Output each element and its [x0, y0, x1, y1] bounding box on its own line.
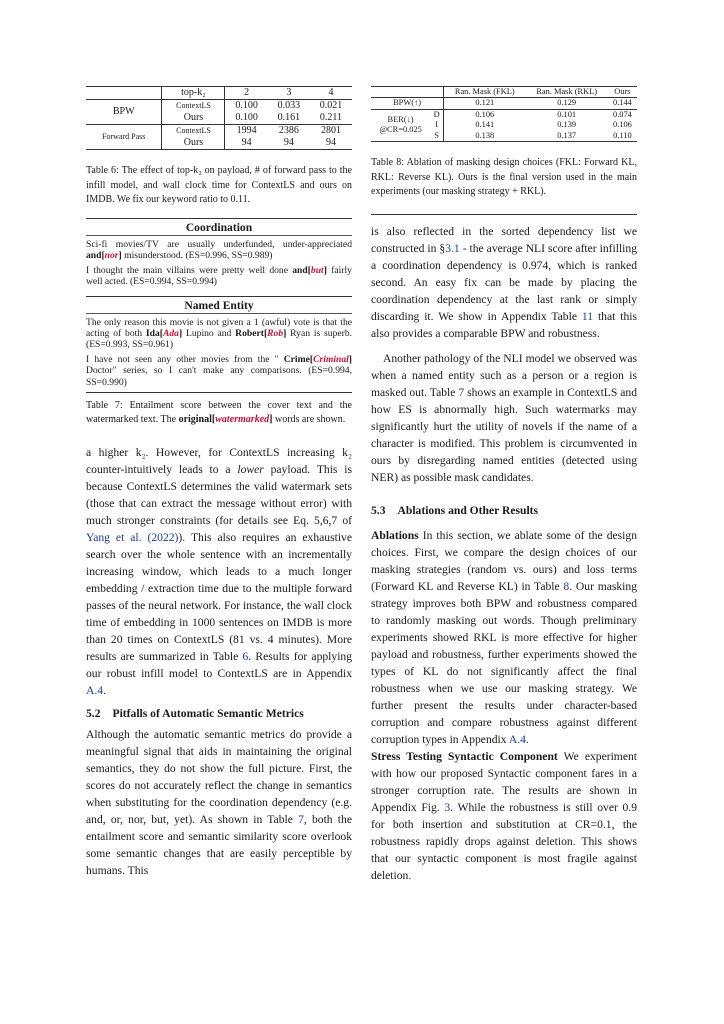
table-cell: 0.121	[444, 98, 526, 109]
example-text: fairly well acted. (ES=0.994, SS=0.994)	[86, 265, 352, 288]
text: Another pathology of the NLI model we observed was when a named entity such as a person or a region is masked out. Table	[371, 351, 637, 399]
text: , both the entailment score and semantic similarity score overlook some semantic changes that are easily perceptible by humans. This	[86, 813, 352, 877]
table-cell: 1994	[225, 125, 268, 138]
paragraph	[86, 726, 352, 879]
watermarked-word: nor	[104, 249, 119, 261]
table-6-method: Ours	[162, 112, 225, 125]
section-heading-5-2	[86, 705, 352, 722]
emphasis: lower	[237, 463, 264, 476]
table-cell: 0.161	[277, 112, 301, 123]
table-cell: 2386	[278, 125, 299, 136]
example-text: I thought the main villains were pretty well done	[86, 265, 293, 277]
table-7-example: Sci-fi movies/TV are usually underfunded, under-appreciated and[nor] misunderstood. (ES=0.996, SS=0.989)	[86, 238, 352, 261]
appendix-ref-link[interactable]: A.4	[508, 732, 526, 746]
section-heading-5-3	[371, 502, 637, 519]
text: In this section, we ablate some of the design choices. First, we compare the design choices of our masking strategies (random vs. ours) and loss terms (Forward KL and Reverse KL) in Table	[371, 528, 637, 593]
table-6-method: ContextLS	[162, 125, 225, 138]
table-cell: 0.110	[613, 130, 632, 140]
paragraph	[371, 350, 637, 486]
table-6	[86, 86, 352, 150]
text: We experiment with how our proposed Syntactic component fares in a stronger corruption rate. The results are shown in Appendix Fig.	[371, 749, 637, 814]
table-cell: 0.021	[319, 100, 343, 111]
table-cell: 0.139	[557, 120, 577, 130]
paragraph-lead: Stress Testing Syntactic Component	[371, 749, 558, 763]
table-cell: 0.074	[613, 109, 632, 119]
table-row	[371, 109, 637, 120]
table-cell: 0.106	[444, 109, 526, 120]
text: . While the robustness is still over 0.9 for both insertion and substitution at CR=0.1, the robustness rapidly drops against deletion. This shows that our syntactic component is most fragile against deletion.	[371, 800, 637, 882]
example-text: I have not seen any other movies from the "	[86, 354, 284, 366]
example-text: Lupino and	[182, 327, 236, 339]
text: .	[103, 684, 106, 697]
table-cell: 94	[325, 137, 336, 148]
text: .	[525, 732, 529, 746]
table-7	[86, 218, 352, 393]
table-ref-link[interactable]: 6	[242, 650, 249, 663]
table-6-method: ContextLS	[162, 100, 225, 113]
example-text: Doctor" series, so I can't make any comparisons. (ES=0.994, SS=0.990)	[86, 365, 352, 388]
caption-text: Table 7: Entailment score between the cover text and the watermarked text. The	[86, 399, 352, 426]
figure-ref-link[interactable]: 3	[444, 800, 451, 814]
cr-label: @CR=0.025	[379, 125, 422, 135]
section-ref-link[interactable]: 3.1	[445, 241, 460, 255]
table-row	[86, 100, 352, 113]
caption-text: words are shown.	[272, 414, 346, 426]
table-8-op: I	[435, 120, 439, 130]
watermarked-word: Rob	[267, 327, 284, 339]
table-7-named-entity-title: Named Entity	[86, 296, 352, 314]
text: . Our masking strategy improves both BPW and robustness compared to randomly masking out words. Though preliminary experiments showed RKL is more effective for higher payload and robustness, further experiments showed the types of KL do not significantly affect the final robustness when we use our masking strategy. We further present the results under character-based corruption and compare robustness against different corruption types in Appendix	[371, 579, 637, 746]
caption-original: original	[178, 414, 212, 426]
table-6-group-label: BPW	[112, 106, 135, 117]
right-column	[371, 86, 637, 884]
table-row	[371, 98, 637, 109]
table-7-caption: Table 7: Entailment score between the cover text and the watermarked text. The original[watermarked] words are shown.	[86, 399, 352, 426]
text: a higher k₂. However, for ContextLS increasing k₂ counter-intuitively leads to a	[86, 446, 352, 476]
paragraph-lead: Ablations	[371, 528, 419, 542]
table-cell: 0.100	[225, 112, 268, 125]
table-ref-link[interactable]: 7	[458, 385, 465, 399]
text: payload. This is because ContextLS determines the valid watermark sets (those that can extract the message without error) with much stronger constraints (for details see Eq. 5,6,7 of	[86, 463, 352, 527]
table-6-header-col: 3	[286, 87, 292, 98]
original-word: Crime	[283, 354, 310, 366]
section-title: Pitfalls of Automatic Semantic Metrics	[112, 707, 304, 720]
table-ref-link[interactable]: 8	[563, 579, 570, 593]
original-word: Robert	[235, 327, 264, 339]
table-8-header: Ran. Mask (RKL)	[536, 87, 598, 96]
section-title: Ablations and Other Results	[397, 503, 539, 517]
text: - the average NLI score after infilling a coordination dependency is 0.974, which is ranked second. An easy fix can be made by placing the coordination dependency at the last rank or simply discarding it. We show in Appendix Table	[371, 241, 637, 323]
table-cell: 94	[225, 137, 268, 150]
table-ref-link[interactable]: 7	[298, 813, 304, 826]
text: is also reflected in the sorted dependency list we constructed in §	[371, 224, 637, 255]
text: Although the automatic semantic metrics do provide a meaningful signal that aids in maintaining the original semantics, they do not show the full picture. First, the scores do not accurately reflect the change in semantics when substituting for the coordination dependency (e.g. and, or, nor, but, yet). As shown in Table	[86, 728, 352, 826]
ber-label: BER(↓)	[387, 115, 414, 125]
text: that this also provides a comparable BPW and robustness.	[371, 309, 637, 340]
paragraph	[371, 223, 637, 342]
table-8-caption: Table 8: Ablation of masking design choices (FKL: Forward KL, RKL: Reverse KL). Ours is the final version used in the main experiments (our masking strategy + RKL).	[371, 157, 637, 198]
example-text: misunderstood. (ES=0.996, SS=0.989)	[121, 249, 273, 261]
table-6-header-row	[86, 87, 352, 100]
table-cell: 0.137	[557, 130, 577, 140]
table-7-example: I have not seen any other movies from the " Crime[Criminal] Doctor" series, so I can't make any comparisons. (ES=0.994, SS=0.990)	[86, 354, 352, 388]
table-6-method: Ours	[162, 137, 225, 150]
table-cell: 94	[283, 137, 294, 148]
original-word: and	[292, 265, 308, 277]
left-column	[86, 86, 352, 879]
table-8-ber-label	[371, 109, 430, 141]
appendix-ref-link[interactable]: A.4	[86, 684, 104, 697]
table-row	[86, 125, 352, 138]
citation-link[interactable]: Yang et al. (2022)	[86, 531, 179, 544]
text: . Results for applying our robust infill model to ContextLS are in Appendix	[86, 650, 353, 680]
table-cell: 2801	[320, 125, 341, 136]
text: ). This also requires an exhaustive search over the whole sentence with an incrementally increasing window, which leads to a much longer embedding / extraction time due to the multiple forward passes of the neural network. For instance, the wall clock time of embedding in 1000 sentences on IMDB is more than 20 times on ContextLS (81 vs. 4 minutes). More results are summarized in Table	[86, 531, 352, 663]
table-ref-link[interactable]: 11	[581, 309, 594, 323]
original-word: and	[86, 249, 102, 261]
example-text: Sci-fi movies/TV are usually underfunded, under-appreciated	[86, 238, 352, 250]
table-cell: 0.106	[613, 120, 632, 130]
example-text: The only reason this movie is not given a 1 (awful) vote is that the acting of both	[86, 316, 352, 339]
paragraph	[371, 527, 637, 748]
table-8-header-row	[371, 87, 637, 98]
paragraph	[86, 444, 352, 699]
table-cell: 0.138	[444, 131, 526, 142]
table-cell: 0.144	[613, 98, 632, 108]
paragraph	[371, 748, 637, 884]
text: shows an example in ContextLS and how ES is abnormally high. Such watermarks may significantly hurt the utility of novels if the name of a character is modified. This problem is circumvented in ours by disregarding named entities (detected using NER) as possible mask candidates.	[371, 385, 638, 484]
caption-watermarked: watermarked	[215, 414, 270, 426]
table-7-example: The only reason this movie is not given a 1 (awful) vote is that the acting of both Ida[Ada] Lupino and Robert[Rob] Ryan is superb. (ES=0.993, SS=0.961)	[86, 316, 353, 350]
divider	[371, 214, 637, 215]
table-8-header: Ours	[614, 87, 631, 96]
table-7-coordination-title: Coordination	[86, 219, 352, 236]
table-6-group-label: Forward Pass	[102, 132, 146, 141]
table-cell: 0.100	[225, 100, 268, 113]
table-8-op: S	[434, 130, 439, 140]
table-8-op: D	[433, 109, 440, 119]
table-6-caption: Table 6: The effect of top-k₂ on payload, # of forward pass to the infill model, and wall clock time for ContextLS and ours on IMDB. We fix our keyword ratio to 0.11.	[86, 165, 352, 206]
table-7-example: I thought the main villains were pretty well done and[but] fairly well acted. (ES=0.994, SS=0.994)	[86, 265, 352, 288]
table-8-header: Ran. Mask (FKL)	[444, 87, 526, 98]
watermarked-word: but	[310, 265, 324, 277]
table-6-header-col: 4	[328, 87, 334, 98]
original-word: Ida	[145, 327, 160, 339]
example-text: Ryan is superb. (ES=0.993, SS=0.961)	[86, 327, 353, 350]
table-6-header-topk: top-k₂	[162, 87, 225, 100]
section-number: 5.2	[86, 707, 101, 720]
section-number: 5.3	[371, 503, 386, 517]
table-6-header-col: 2	[225, 87, 268, 100]
watermarked-word: Criminal	[313, 354, 349, 366]
table-8	[371, 86, 637, 142]
table-cell: 0.101	[557, 109, 577, 119]
table-cell: 0.141	[444, 120, 526, 130]
table-cell: 0.129	[557, 98, 577, 108]
table-cell: 0.211	[319, 112, 342, 123]
table-cell: 0.033	[277, 100, 301, 111]
table-8-bpw-label: BPW(↑)	[393, 98, 421, 108]
watermarked-word: Ada	[162, 327, 179, 339]
